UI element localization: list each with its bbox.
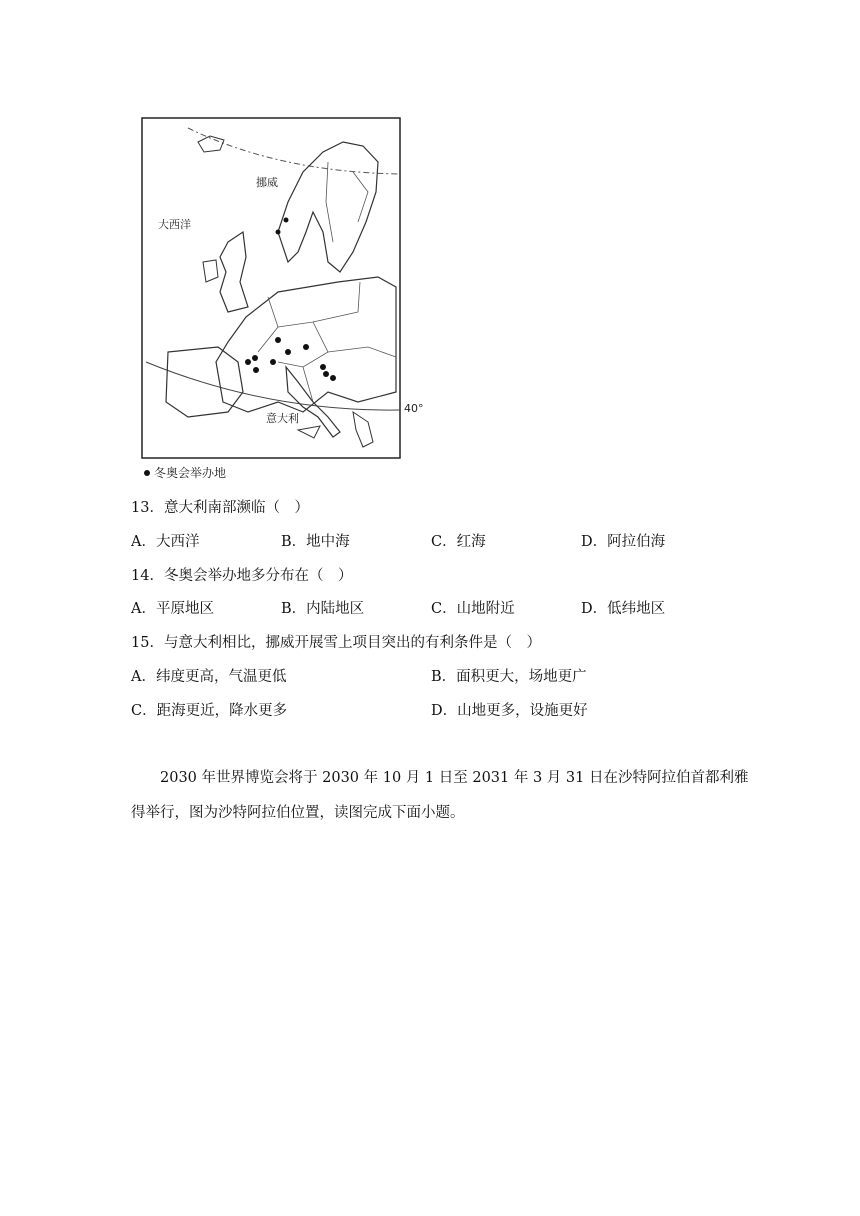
question-14-option-c: C．山地附近 [431,601,515,617]
question-15-option-c: C．距海更近，降水更多 [131,703,288,719]
legend-dot-icon [144,470,150,476]
legend-text: 冬奥会举办地 [154,466,227,480]
question-14-stem: 14．冬奥会举办地多分布在（ ） [131,568,353,584]
question-13-stem: 13．意大利南部濒临（ ） [131,500,309,516]
passage-line-2: 得举行，图为沙特阿拉伯位置，读图完成下面小题。 [131,805,465,821]
map-legend [144,464,226,481]
question-13-option-a: A．大西洋 [131,534,200,550]
question-15-option-a: A．纬度更高，气温更低 [131,669,287,685]
europe-map [128,112,418,490]
europe-map-figure [128,112,424,490]
question-13-option-c: C．红海 [431,534,486,550]
question-15-stem: 15．与意大利相比，挪威开展雪上项目突出的有利条件是（ ） [131,635,541,651]
question-14-option-d: D．低纬地区 [581,601,666,617]
question-13-option-d: D．阿拉伯海 [581,534,666,550]
italy-label: 意大利 [266,412,299,425]
latitude-40-label: 40° [404,402,424,415]
norway-label: 挪威 [256,176,278,189]
question-15-option-d: D．山地更多，设施更好 [431,703,588,719]
question-15-option-b: B．面积更大，场地更广 [431,669,587,685]
question-14-option-b: B．内陆地区 [281,601,365,617]
question-13-option-b: B．地中海 [281,534,350,550]
passage-line-1: 2030 年世界博览会将于 2030 年 10 月 1 日至 2031 年 3 月 31 日在沙特阿拉伯首都利雅 [160,770,749,786]
atlantic-label: 大西洋 [158,218,191,231]
question-14-option-a: A．平原地区 [131,601,214,617]
